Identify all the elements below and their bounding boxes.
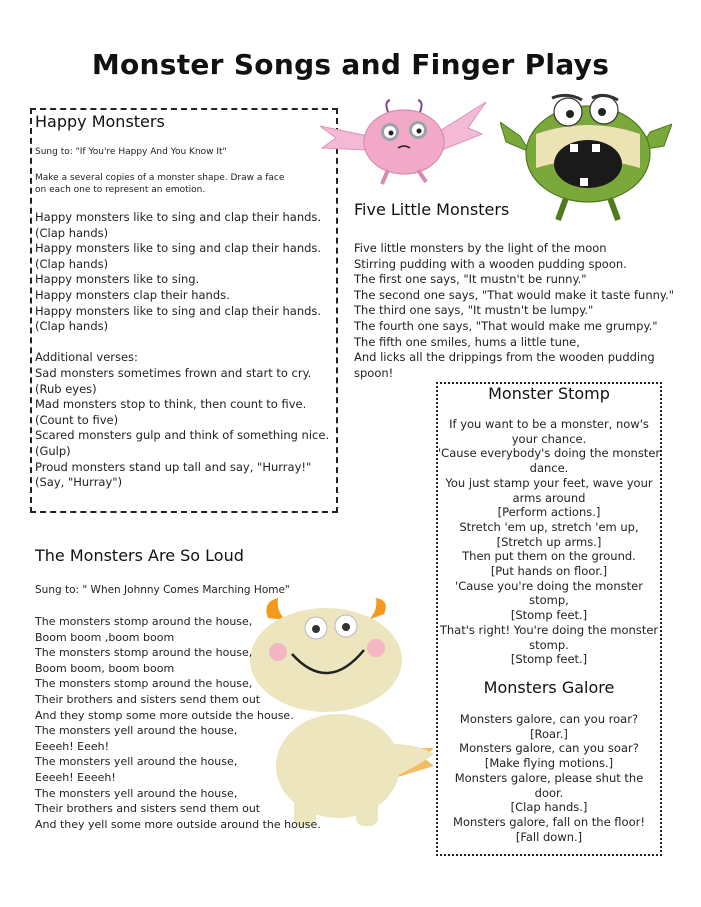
lyric-line: And licks all the drippings from the wooden pudding <box>354 350 655 365</box>
lyric-line: arms around <box>512 490 586 505</box>
lyric-line: [Make flying motions.] <box>484 756 614 771</box>
lyric-line: If you want to be a monster, now's <box>449 417 649 431</box>
lyric-line: Happy monsters like to sing and clap their hands. <box>35 241 322 256</box>
lyric-line: stomp, <box>529 593 569 608</box>
monsters-so-loud-sung-to: Sung to: " When Johnny Comes Marching Home" <box>35 584 290 596</box>
lyric-line: 'Cause everybody's doing the monster <box>438 446 661 461</box>
lyric-line: (Gulp) <box>35 443 71 458</box>
lyric-line: And they stomp some more outside the house. <box>35 708 294 722</box>
lyric-line: [Fall down.] <box>515 829 583 844</box>
lyric-line: The monsters stomp around the house, <box>35 677 253 691</box>
lyric-line: (Clap hands) <box>35 256 109 271</box>
five-little-monsters-lyrics <box>354 241 674 381</box>
lyric-line: The fifth one smiles, hums a little tune, <box>354 334 580 349</box>
lyric-line: [Perform actions.] <box>497 505 601 520</box>
monster-stomp-lyrics <box>438 417 660 667</box>
lyric-line: Eeeeh! Eeeeh! <box>35 770 116 784</box>
lyric-line: [Stomp feet.] <box>510 608 588 623</box>
lyric-line: (Rub eyes) <box>35 381 97 396</box>
lyric-line: Sad monsters sometimes frown and start to cry. <box>35 365 312 380</box>
lyric-line: The monsters yell around the house, <box>35 755 238 769</box>
lyric-line: Boom boom, boom boom <box>35 661 175 675</box>
lyric-line: Five little monsters by the light of the moon <box>354 241 607 255</box>
lyric-line: Boom boom ,boom boom <box>35 630 175 644</box>
lyric-line: The third one says, "It mustn't be lumpy." <box>354 303 594 318</box>
monsters-galore-lyrics <box>438 712 660 844</box>
lyric-line: door. <box>534 785 564 800</box>
page-title: Monster Songs and Finger Plays <box>91 48 610 81</box>
lyric-line: stomp. <box>529 637 569 652</box>
happy-monsters-instructions <box>35 172 284 196</box>
lyric-line: [Stomp feet.] <box>510 652 588 667</box>
monster-stomp-heading: Monster Stomp <box>488 384 610 403</box>
lyric-line: The fourth one says, "That would make me grumpy." <box>354 318 658 333</box>
happy-monsters-lyrics <box>35 210 329 491</box>
five-little-monsters-heading: Five Little Monsters <box>354 200 510 219</box>
lyric-line: (Count to five) <box>35 412 119 427</box>
happy-monsters-heading: Happy Monsters <box>35 112 165 131</box>
instruction-line: on each one to represent an emotion. <box>35 185 206 195</box>
lyric-line: Proud monsters stand up tall and say, "Hurray!" <box>35 459 312 474</box>
lyric-line: You just stamp your feet, wave your <box>445 475 653 490</box>
lyric-line: The monsters stomp around the house, <box>35 646 253 660</box>
instruction-line: Make a several copies of a monster shape. Draw a face <box>35 173 285 183</box>
green-big-mouth-monster-illustration <box>500 92 672 222</box>
lyric-line: Stretch 'em up, stretch 'em up, <box>459 519 639 534</box>
lyric-line: The second one says, "That would make it taste funny." <box>354 287 675 302</box>
lyric-line: Eeeeh! Eeeh! <box>35 739 109 753</box>
lyric-line: Their brothers and sisters send them out <box>35 802 261 816</box>
lyric-line: Happy monsters like to sing and clap their hands. <box>35 210 322 224</box>
lyric-line: (Say, "Hurray") <box>35 475 123 490</box>
lyric-line: dance. <box>529 461 569 476</box>
lyric-line: Monsters galore, fall on the floor! <box>453 814 645 829</box>
lyric-line: Then put them on the ground. <box>462 549 636 564</box>
monsters-so-loud-heading: The Monsters Are So Loud <box>35 546 244 565</box>
lyric-line: The monsters yell around the house, <box>35 786 238 800</box>
lyric-line: [Put hands on floor.] <box>490 564 608 579</box>
lyric-line: (Clap hands) <box>35 225 109 240</box>
lyric-line: The monsters stomp around the house, <box>35 615 253 628</box>
lyric-line: 'Cause you're doing the monster <box>455 578 643 593</box>
lyric-line: Mad monsters stop to think, then count to five. <box>35 397 307 412</box>
lyric-line: spoon! <box>354 365 394 380</box>
lyric-line: The monsters yell around the house, <box>35 724 238 738</box>
pink-winged-monster-illustration <box>318 98 488 186</box>
lyric-line: Stirring pudding with a wooden pudding spoon. <box>354 256 627 271</box>
lyric-line: [Clap hands.] <box>510 800 588 815</box>
lyric-line: your chance. <box>511 431 587 446</box>
lyric-line: Monsters galore, can you roar? <box>459 712 639 726</box>
lyric-line: Monsters galore, can you soar? <box>459 741 639 756</box>
lyric-line: That's right! You're doing the monster <box>439 622 659 637</box>
lyric-line: And they yell some more outside around the house. <box>35 817 321 831</box>
lyric-line: Scared monsters gulp and think of something nice. <box>35 428 330 443</box>
lyric-line: Their brothers and sisters send them out <box>35 692 261 706</box>
lyric-line: Happy monsters like to sing. <box>35 272 200 287</box>
lyric-line: (Clap hands) <box>35 319 109 334</box>
lyric-line: Happy monsters clap their hands. <box>35 287 230 302</box>
monsters-so-loud-lyrics <box>35 614 321 832</box>
happy-monsters-sung-to: Sung to: "If You're Happy And You Know It" <box>35 147 227 157</box>
lyric-line: Monsters galore, please shut the <box>454 770 644 785</box>
monsters-galore-heading: Monsters Galore <box>483 678 615 697</box>
lyric-line: The first one says, "It mustn't be runny." <box>354 272 587 287</box>
additional-verses-label: Additional verses: <box>35 350 138 365</box>
lyric-line: Happy monsters like to sing and clap their hands. <box>35 303 322 318</box>
lyric-line: [Stretch up arms.] <box>496 534 602 549</box>
lyric-line: [Roar.] <box>530 726 568 741</box>
